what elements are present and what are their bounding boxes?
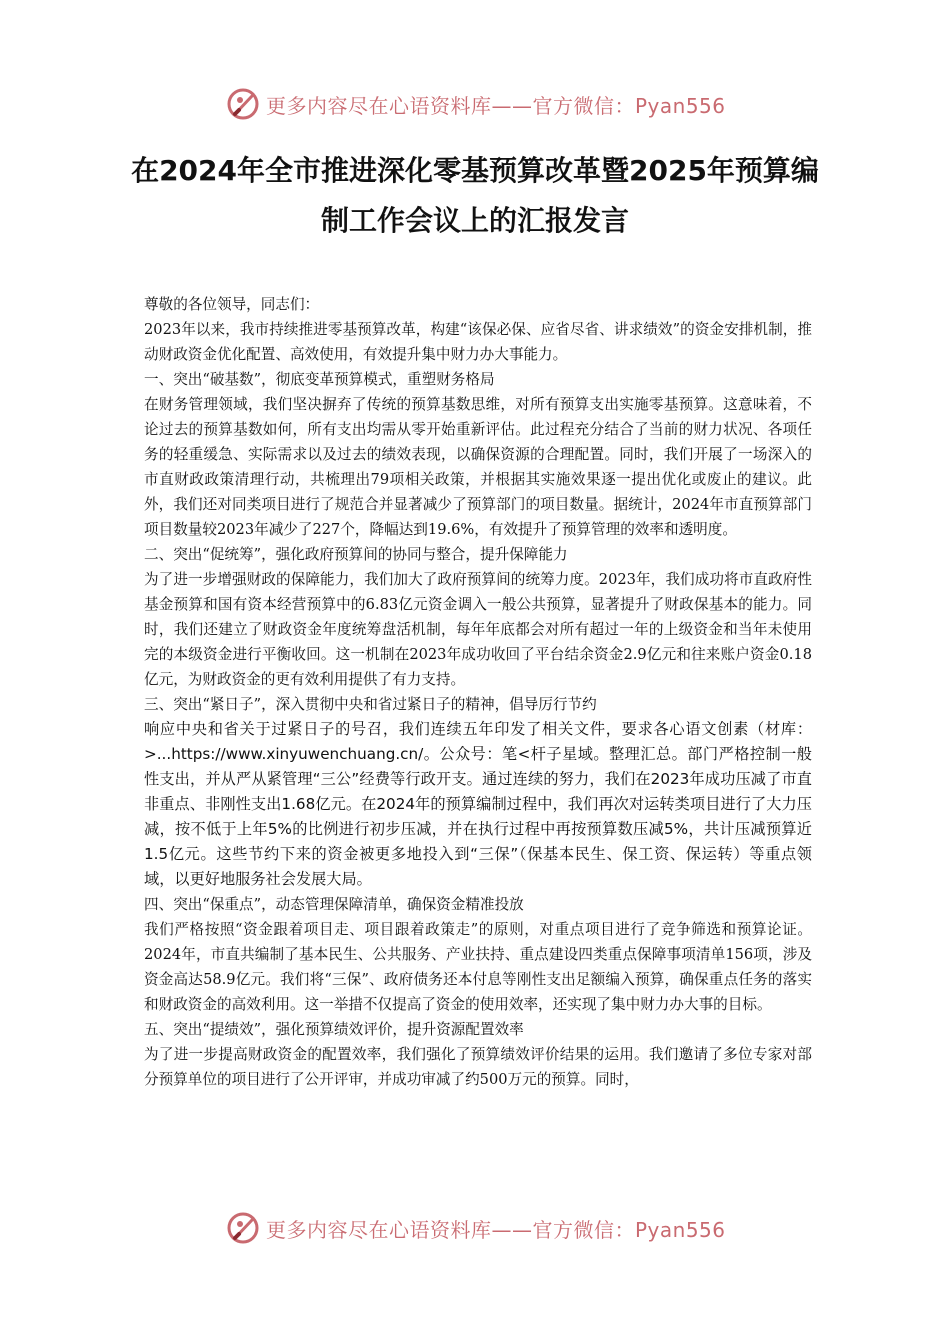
intro-paragraph: 2023年以来，我市持续推进零基预算改革，构建“该保必保、应省尽省、讲求绩效”的资金安排机制，推动财政资金优化配置、高效使用，有效提升集中财力办大事能力。 xyxy=(144,321,812,363)
watermark-text-top: 更多内容尽在心语资料库——官方微信：Pyan556 xyxy=(266,93,726,118)
document-title: 在2024年全市推进深化零基预算改革暨2025年预算编制工作会议上的汇报发言 xyxy=(131,154,819,237)
pen-logo-icon xyxy=(226,87,260,121)
section-body-3: 响应中央和省关于过紧日子的号召，我们连续五年印发了相关文件，要求各心语文创素（材库：>...https://www.xinyuwenchuang.cn/。公众号：笔<杆子星域。整理汇总。部门严格控制一般性支出，并从严从紧管理“三公”经费等行政开支。通过连续的努力，我们在2023年成功压减了市直非重点、非刚性支出1.68亿元。在2024年的预算编制过程中，我们再次对运转类项目进行了大力压减，按不低于上年5%的比例进行初步压减，并在执行过程中再按预算数压减5%，共计压减预算近1.5亿元。这些节约下来的资金被更多地投入到“三保”（保基本民生、保工资、保运转）等重点领域，以更好地服务社会发展大局。 xyxy=(144,720,812,888)
section-body-5: 为了进一步提高财政资金的配置效率，我们强化了预算绩效评价结果的运用。我们邀请了多位专家对部分预算单位的项目进行了公开评审，并成功审减了约500万元的预算。同时， xyxy=(144,1046,812,1088)
section-heading-5: 五、突出“提绩效”，强化预算绩效评价，提升资源配置效率 xyxy=(144,1021,524,1038)
document-body xyxy=(144,292,812,1092)
watermark-banner-bottom xyxy=(226,1208,726,1248)
section-body-2: 为了进一步增强财政的保障能力，我们加大了政府预算间的统筹力度。2023年，我们成功将市直政府性基金预算和国有资本经营预算中的6.83亿元资金调入一般公共预算，显著提升了财政保基本的能力。同时，我们还建立了财政资金年度统筹盘活机制，每年年底都会对所有超过一年的上级资金和当年未使用完的本级资金进行平衡收回。这一机制在2023年成功收回了平台结余资金2.9亿元和往来账户资金0.18亿元，为财政资金的更有效利用提供了有力支持。 xyxy=(144,571,812,688)
section-body-4: 我们严格按照“资金跟着项目走、项目跟着政策走”的原则，对重点项目进行了竞争筛选和预算论证。2024年，市直共编制了基本民生、公共服务、产业扶持、重点建设四类重点保障事项清单156项，涉及资金高达58.9亿元。我们将“三保”、政府债务还本付息等刚性支出足额编入预算，确保重点任务的落实和财政资金的高效利用。这一举措不仅提高了资金的使用效率，还实现了集中财力办大事的目标。 xyxy=(144,921,812,1013)
salutation: 尊敬的各位领导，同志们： xyxy=(144,296,320,313)
pen-logo-icon xyxy=(226,1211,260,1245)
section-heading-1: 一、突出“破基数”，彻底变革预算模式，重塑财务格局 xyxy=(144,371,495,388)
section-heading-3: 三、突出“紧日子”，深入贯彻中央和省过紧日子的精神，倡导厉行节约 xyxy=(144,696,597,713)
watermark-banner-top xyxy=(226,84,726,124)
section-body-1: 在财务管理领域，我们坚决摒弃了传统的预算基数思维，对所有预算支出实施零基预算。这意味着，不论过去的预算基数如何，所有支出均需从零开始重新评估。此过程充分结合了当前的财力状况、各项任务的轻重缓急、实际需求以及过去的绩效表现，以确保资源的合理配置。同时，我们开展了一场深入的市直财政政策清理行动，共梳理出79项相关政策，并根据其实施效果逐一提出优化或废止的建议。此外，我们还对同类项目进行了规范合并显著减少了预算部门的项目数量。据统计，2024年市直预算部门项目数量较2023年减少了227个，降幅达到19.6%，有效提升了预算管理的效率和透明度。 xyxy=(144,396,812,538)
watermark-text-bottom: 更多内容尽在心语资料库——官方微信：Pyan556 xyxy=(266,1217,726,1242)
section-heading-2: 二、突出“促统筹”，强化政府预算间的协同与整合，提升保障能力 xyxy=(144,546,568,563)
section-heading-4: 四、突出“保重点”，动态管理保障清单，确保资金精准投放 xyxy=(144,896,524,913)
